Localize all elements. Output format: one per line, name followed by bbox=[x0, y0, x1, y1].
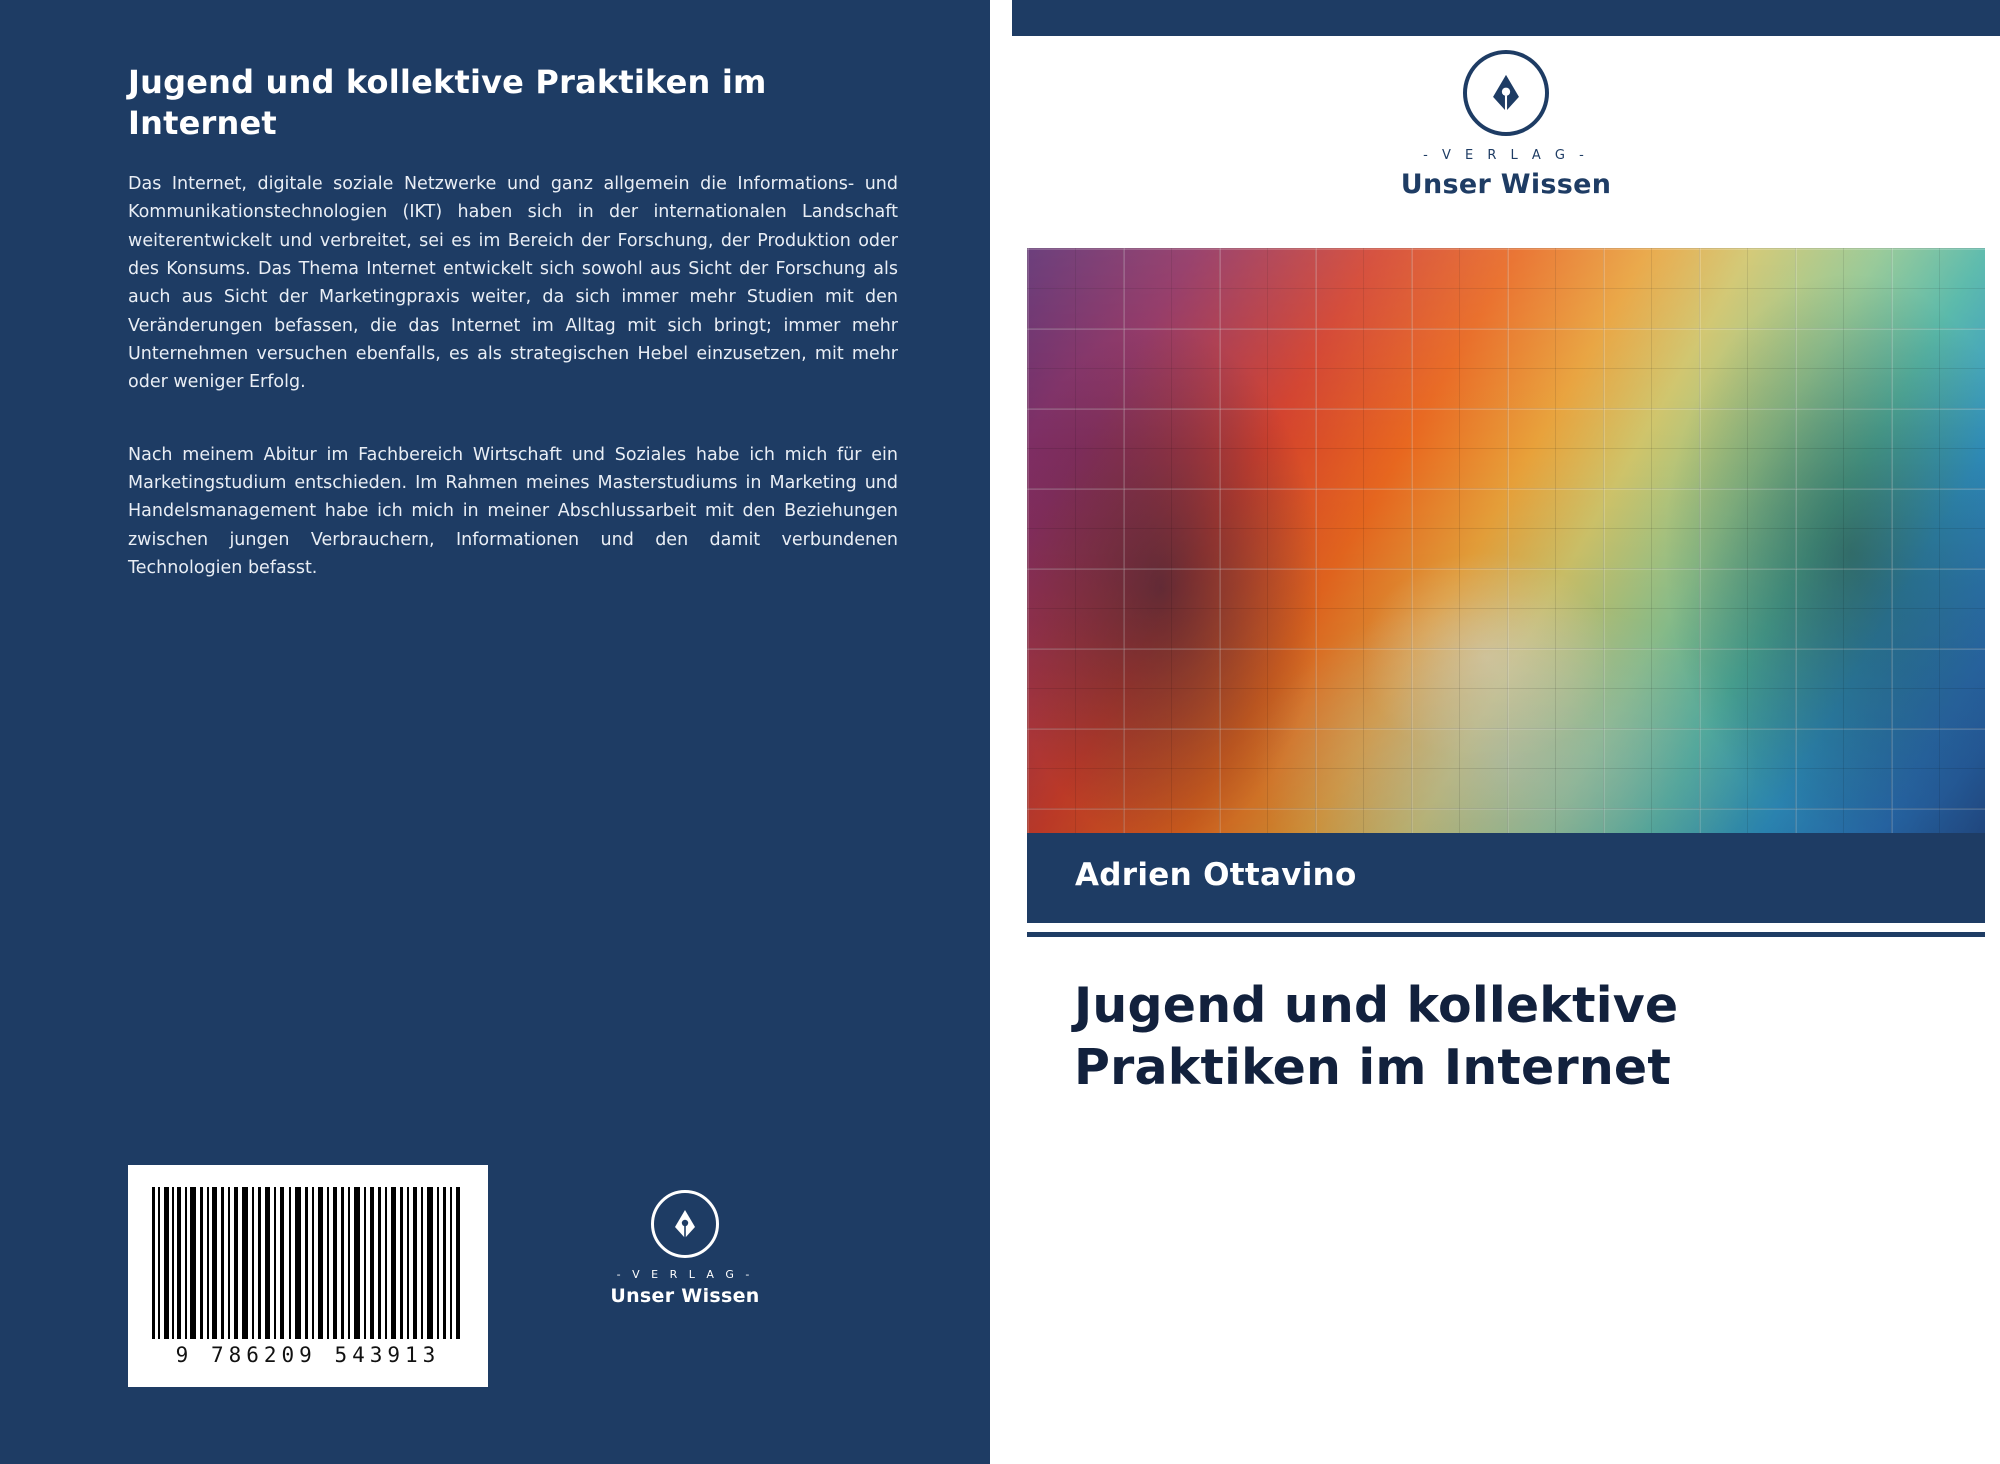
back-publisher-name: Unser Wissen bbox=[610, 1285, 760, 1307]
nib-glyph-icon bbox=[668, 1207, 702, 1241]
back-publisher-verlag-label: - V E R L A G - bbox=[616, 1268, 754, 1281]
front-publisher-logo bbox=[1012, 50, 2000, 200]
front-cover-top-bar bbox=[1012, 0, 2000, 36]
publisher-nib-icon bbox=[1463, 50, 1549, 136]
front-cover-title: Jugend und kollektive Praktiken im Internet bbox=[1074, 977, 1679, 1096]
front-publisher-verlag-label: - V E R L A G - bbox=[1423, 148, 1589, 163]
author-name: Adrien Ottavino bbox=[1075, 857, 1357, 893]
back-publisher-logo bbox=[590, 1190, 780, 1307]
back-cover bbox=[0, 0, 990, 1464]
barcode-bars-icon bbox=[150, 1187, 466, 1339]
front-cover bbox=[1012, 0, 2000, 1464]
front-publisher-name: Unser Wissen bbox=[1400, 169, 1612, 200]
publisher-nib-icon bbox=[651, 1190, 719, 1258]
back-cover-title: Jugend und kollektive Praktiken im Internet bbox=[128, 63, 767, 142]
front-cover-divider bbox=[1027, 932, 1985, 937]
barcode-digits: 9 786209 543913 bbox=[175, 1343, 441, 1367]
back-cover-paragraph-2: Nach meinem Abitur im Fachbereich Wirtschaft und Soziales habe ich mich für ein Marketingstudium entschieden. Im Rahmen meines Masterstudiums in Marketing und Handelsmanagement habe ich mich in meiner Abschlussarbeit mit den Beziehungen zwischen jungen Verbrauchern, Informationen und den damit verbundenen Technologien befasst. bbox=[128, 444, 898, 579]
author-bar bbox=[1027, 833, 1985, 923]
nib-glyph-icon bbox=[1484, 71, 1528, 115]
spine bbox=[990, 0, 1012, 1464]
cover-artwork bbox=[1027, 248, 1985, 833]
barcode bbox=[128, 1165, 488, 1387]
back-cover-paragraph-1: Das Internet, digitale soziale Netzwerke und ganz allgemein die Informations- und Kommunikationstechnologien (IKT) haben sich in der internationalen Landschaft weiterentwickelt und verbreitet, sei es im Bereich der Forschung, der Produktion oder des Konsums. Das Thema Internet entwickelt sich sowohl aus Sicht der Forschung als auch aus Sicht der Marketingpraxis weiter, da sich immer mehr Studien mit den Veränderungen befassen, die das Internet im Alltag mit sich bringt; immer mehr Unternehmen versuchen ebenfalls, es als strategischen Hebel einzusetzen, mit mehr oder weniger Erfolg. bbox=[128, 173, 898, 393]
cover-artwork-sheen bbox=[1027, 248, 1985, 833]
back-cover-text-block bbox=[128, 62, 898, 582]
